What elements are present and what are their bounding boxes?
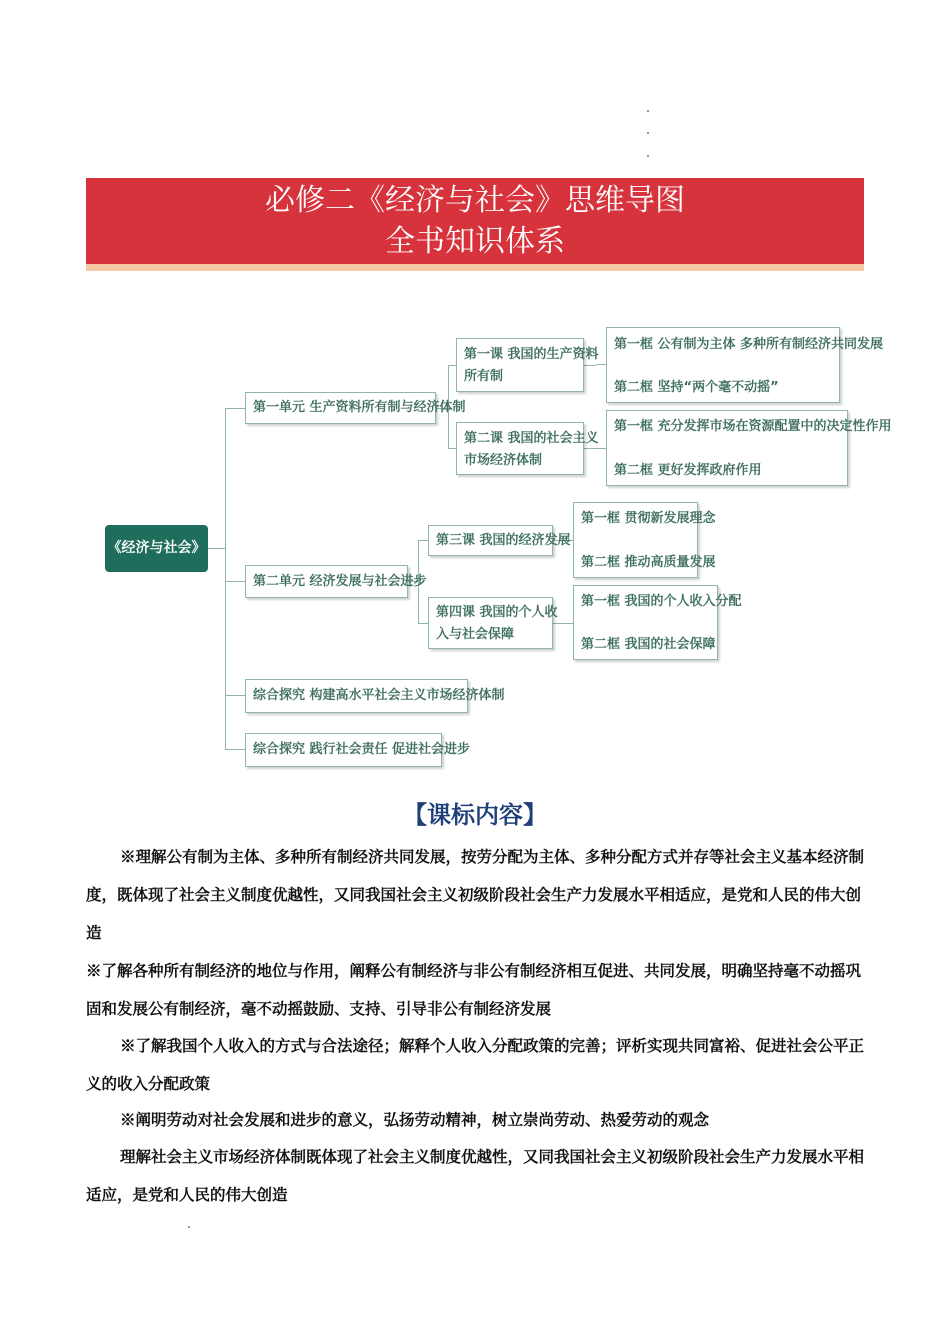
explore1-label: 综合探究 构建高水平社会主义市场经济体制 <box>253 688 505 703</box>
lesson2-node <box>456 422 599 475</box>
curriculum-paragraph-5: 理解社会主义市场经济体制既体现了社会主义制度优越性，又同我国社会主义初级阶段社会生产力发展水平相适应，是党和人民的伟大创造 <box>86 1147 865 1204</box>
page-title: 必修二《经济与社会》思维导图 <box>265 183 685 218</box>
lesson1-node <box>456 338 599 392</box>
curriculum-paragraph-1: ※理解公有制为主体、多种所有制经济共同发展，按劳分配为主体、多种分配方式并存等社会主义基本经济制度，既体现了社会主义制度优越性，又同我国社会主义初级阶段社会生产力发展水平相适应，是党和人民的伟大创造 <box>86 847 865 942</box>
explore1-node <box>245 679 505 713</box>
decorative-dot <box>647 132 649 134</box>
mindmap-root: 《经济与社会》 <box>105 525 208 572</box>
page-subtitle: 全书知识体系 <box>385 224 565 259</box>
lesson4-frame1: 第一框 我国的个人收入分配 <box>581 594 742 609</box>
curriculum-heading: 【课标内容】 <box>403 800 547 829</box>
lesson1-frame2: 第二框 坚持“两个毫不动摇” <box>614 380 779 395</box>
decorative-dot <box>188 1226 190 1228</box>
lesson2-label-line2: 市场经济体制 <box>464 453 543 468</box>
lesson1-frames-node <box>606 327 884 403</box>
lesson3-frame1: 第一框 贯彻新发展理念 <box>581 511 716 526</box>
lesson4-label-line1: 第四课 我国的个人收 <box>436 605 558 620</box>
lesson1-label-line2: 所有制 <box>464 369 504 384</box>
lesson4-label-line2: 入与社会保障 <box>436 627 515 642</box>
unit1-node <box>245 392 466 424</box>
lesson1-frame1: 第一框 公有制为主体 多种所有制经济共同发展 <box>614 337 884 352</box>
lesson1-label-line1: 第一课 我国的生产资料 <box>464 347 599 362</box>
decorative-dot <box>647 110 649 112</box>
curriculum-paragraph-3: ※了解我国个人收入的方式与合法途径；解释个人收入分配政策的完善；评析实现共同富裕、促进社会公平正义的收入分配政策 <box>86 1036 865 1093</box>
lesson3-node <box>428 525 571 556</box>
curriculum-paragraph-2: ※了解各种所有制经济的地位与作用，阐释公有制经济与非公有制经济相互促进、共同发展，明确坚持毫不动摇巩固和发展公有制经济，毫不动摇鼓励、支持、引导非公有制经济发展 <box>86 961 862 1018</box>
unit2-label: 第二单元 经济发展与社会进步 <box>253 573 427 589</box>
lesson2-frame1: 第一框 充分发挥市场在资源配置中的决定性作用 <box>614 419 892 434</box>
title-banner <box>86 178 864 264</box>
curriculum-paragraph-4: ※阐明劳动对社会发展和进步的意义，弘扬劳动精神，树立崇尚劳动、热爱劳动的观念 <box>120 1110 710 1129</box>
unit1-label: 第一单元 生产资料所有制与经济体制 <box>253 400 466 415</box>
banner-underline <box>86 264 864 271</box>
lesson2-frames-node <box>606 410 892 486</box>
lesson2-label-line1: 第二课 我国的社会主义 <box>464 431 599 446</box>
explore2-node <box>245 733 471 767</box>
decorative-dot <box>647 155 649 157</box>
lesson4-frames-node <box>573 585 742 660</box>
lesson4-frame2: 第二框 我国的社会保障 <box>581 637 716 652</box>
lesson2-frame2: 第二框 更好发挥政府作用 <box>614 463 762 478</box>
explore2-label: 综合探究 践行社会责任 促进社会进步 <box>253 742 471 757</box>
lesson4-node <box>428 597 558 649</box>
lesson3-label: 第三课 我国的经济发展 <box>436 532 571 548</box>
lesson3-frame2: 第二框 推动高质量发展 <box>581 555 716 570</box>
lesson3-frames-node <box>573 502 716 578</box>
unit2-node <box>245 565 427 598</box>
